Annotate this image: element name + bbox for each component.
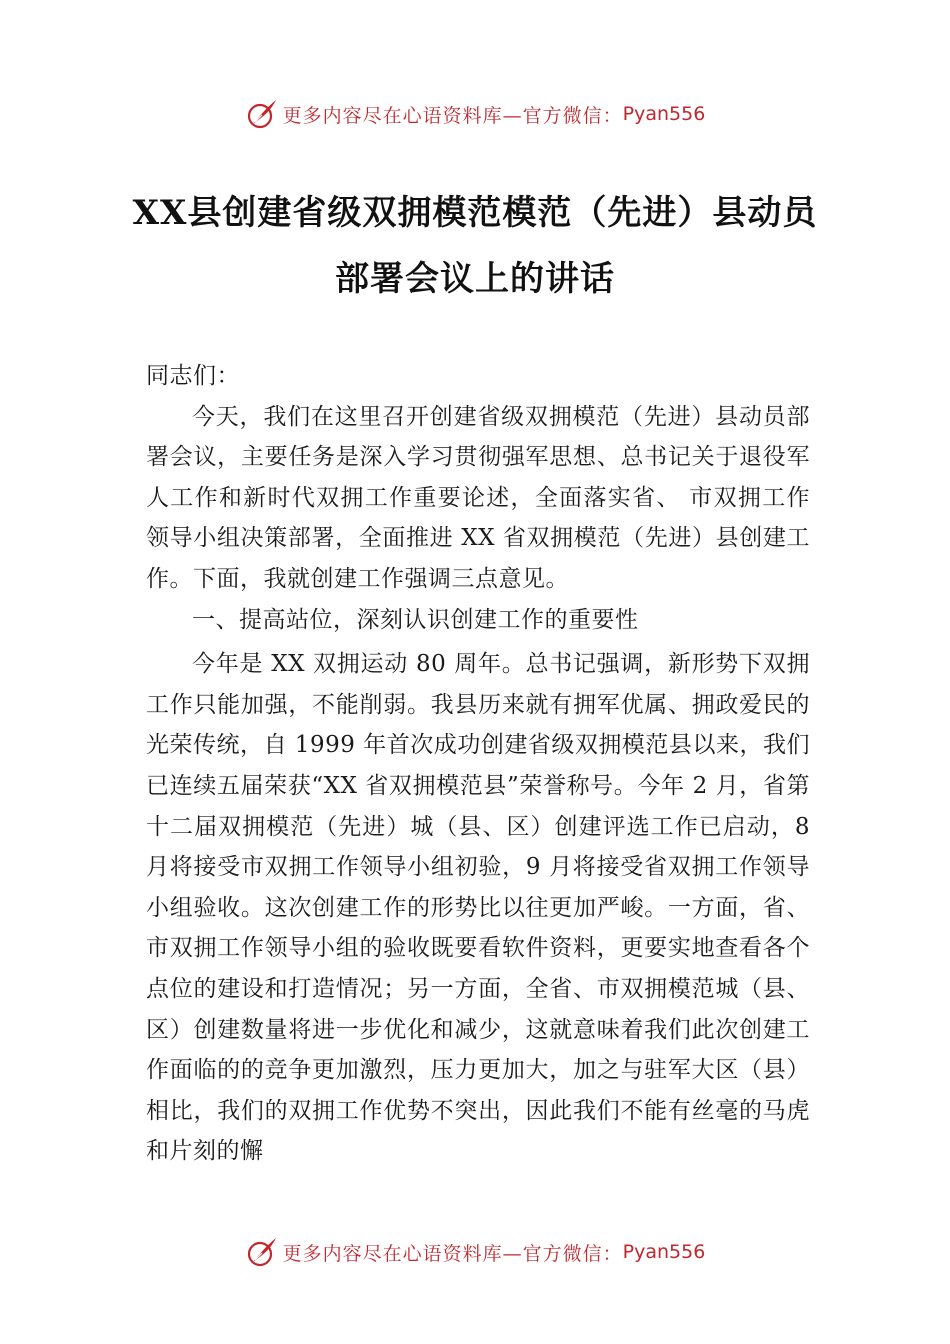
banner-text: 更多内容尽在心语资料库—官方微信：: [282, 1242, 623, 1265]
banner-text: 更多内容尽在心语资料库—官方微信：: [282, 104, 623, 127]
feather-pen-logo-icon: [245, 1235, 279, 1269]
document-title: XX县创建省级双拥模范模范（先进）县动员部署会议上的讲话: [132, 193, 818, 299]
paragraph-intro: 今天，我们在这里召开创建省级双拥模范（先进）县动员部署会议，主要任务是深入学习贯彻强军思想、总书记关于退役军人工作和新时代双拥工作重要论述，全面落实省、 市双拥工作领导小组决策部署，全面推进 XX 省双拥模范（先进）县创建工作。下面，我就创建工作强调三点意见。: [146, 403, 810, 592]
feather-pen-logo-icon: [245, 97, 279, 131]
header-banner: [0, 94, 950, 134]
salutation: 同志们：: [146, 363, 240, 389]
paragraph-body: 今年是 XX 双拥运动 80 周年。总书记强调，新形势下双拥工作只能加强，不能削弱。我县历来就有拥军优属、拥政爱民的光荣传统，自 1999 年首次成功创建省级双拥模范县以来，我们已连续五届荣获“XX 省双拥模范县”荣誉称号。今年 2 月，省第十二届双拥模范（先进）城（县、区）创建评选工作已启动，8 月将接受市双拥工作领导小组初验，9 月将接受省双拥工作领导小组验收。这次创建工作的形势比以往更加严峻。一方面，省、市双拥工作领导小组的验收既要看软件资料，更要实地查看各个点位的建设和打造情况；另一方面，全省、市双拥模范城（县、区）创建数量将进一步优化和减少，这就意味着我们此次创建工作面临的的竞争更加激烈，压力更加大，加之与驻军大区（县）相比，我们的双拥工作优势不突出，因此我们不能有丝毫的马虎和片刻的懈: [146, 651, 810, 1165]
document-body: [146, 356, 810, 1172]
banner-wechat-id: Pyan556: [622, 103, 706, 125]
banner-wechat-id: Pyan556: [622, 1241, 706, 1263]
footer-banner: [0, 1232, 950, 1272]
section-heading-1: 一、提高站位，深刻认识创建工作的重要性: [192, 606, 639, 633]
